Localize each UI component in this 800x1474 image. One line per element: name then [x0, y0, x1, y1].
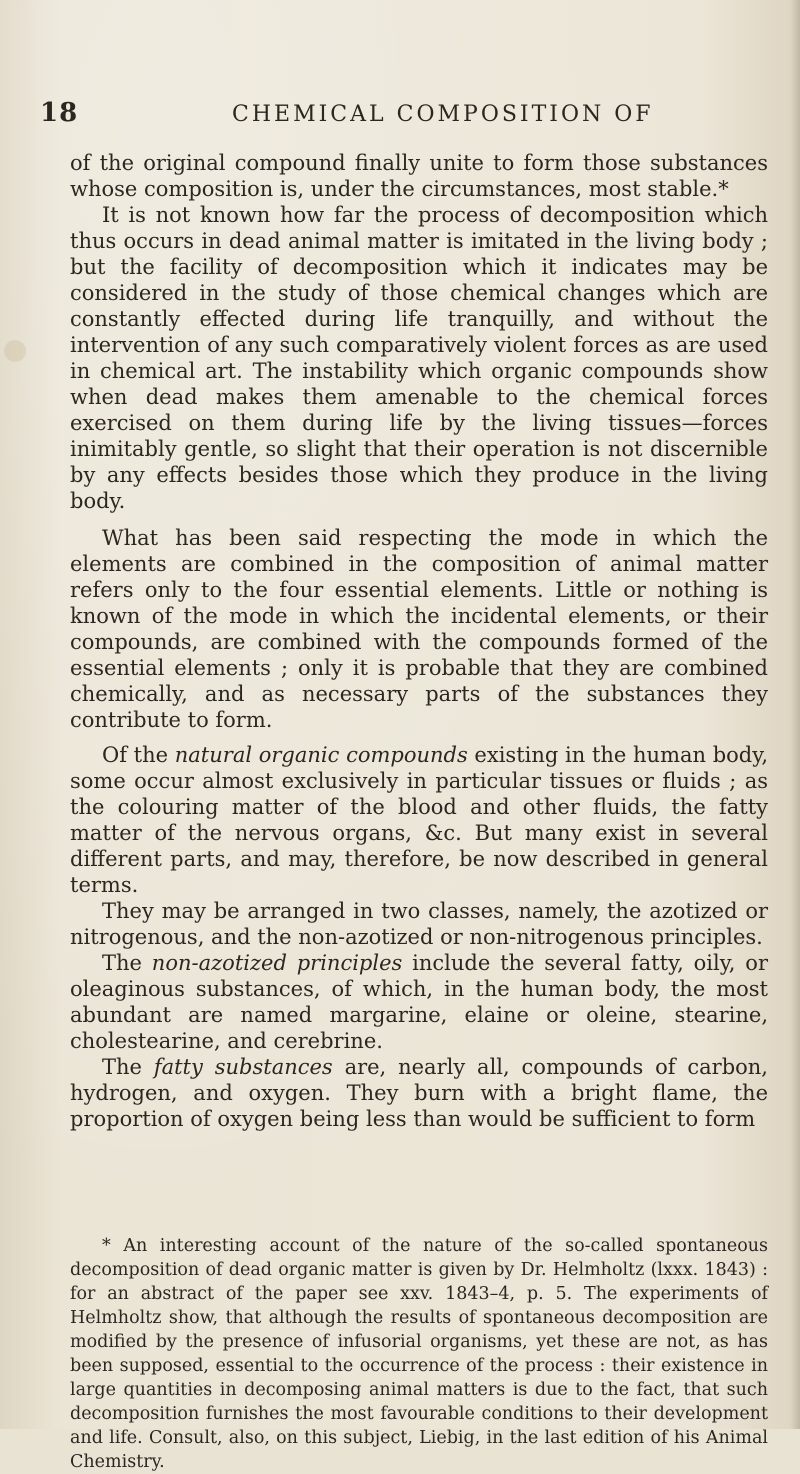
italic-term: fatty substances — [153, 1055, 333, 1079]
main-text-section-2 — [70, 525, 768, 733]
paper-stain — [4, 340, 26, 362]
paragraph-continuation: of the original compound finally unite to form those substances whose composition is, under the circumstances, most stable.* — [70, 151, 768, 201]
page-header — [0, 98, 800, 138]
text-run: Of the — [102, 743, 175, 767]
italic-term: natural organic compounds — [174, 743, 468, 767]
page-number: 18 — [40, 98, 79, 128]
page-edge-shadow — [790, 0, 800, 1429]
paragraph-classes: They may be arranged in two classes, namely, the azotized or nitrogenous, and the non-azotized or non-nitrogenous principles. — [70, 899, 768, 949]
footnote — [70, 1234, 768, 1474]
paragraph-non-azotized — [70, 950, 768, 1054]
main-text — [70, 150, 768, 514]
running-head: CHEMICAL COMPOSITION OF — [232, 102, 654, 127]
paragraph-elements: What has been said respecting the mode in which the elements are combined in the composition of animal matter refers only to the four essential elements. Little or nothing is known of the mode in which the incidental elements, or their compounds, are combined with the compounds formed of the essential elements ; only it is probable that they are combined chemically, and as necessary parts of the substances they contribute to form. — [70, 526, 768, 732]
text-run: are, nearly all, compounds of carbon, hydrogen, and oxygen. They burn with a bright flame, the proportion of oxygen being less than would be sufficient to form — [70, 1055, 768, 1131]
text-run: The — [102, 1055, 154, 1079]
paragraph-decomposition: It is not known how far the process of decomposition which thus occurs in dead animal matter is imitated in the living body ; but the facility of decomposition which it indicates may be considered in the study of those chemical changes which are constantly effected during life tranquilly, and without the intervention of any such comparatively violent forces as are used in chemical art. The instability which organic compounds show when dead makes them amenable to the chemical forces exercised on them during life by the living tissues—forces inimitably gentle, so slight that their operation is not discernible by any effects besides those which they produce in the living body. — [70, 203, 768, 513]
text-run: include the several fatty, oily, or oleaginous substances, of which, in the human body, the most abundant are named margarine, elaine or oleine, stearine, cholestearine, and cerebrine. — [70, 951, 768, 1053]
footnote-text: * An interesting account of the nature of the so-called spontaneous decomposition of dead organic matter is given by Dr. Helmholtz (lxxx. 1843) : for an abstract of the paper see xxv. 1843–4, p. 5. The experiments of Helmholtz show, that although the results of spontaneous decomposition are modified by the presence of infusorial organisms, yet these are not, as has been supposed, essential to the occurrence of the process : their existence in large quantities in decomposing animal matters is due to the fact, that such decomposition furnishes the most favourable conditions to their development and life. Consult, also, on this subject, Liebig, in the last edition of his Animal Chemistry. — [70, 1236, 768, 1472]
text-run: existing in the human body, some occur almost exclusively in particular tissues or fluids ; as the colouring matter of the blood and other fluids, the fatty matter of the nervous organs, &c. But many exist in several different parts, and may, therefore, be now described in general terms. — [70, 743, 768, 897]
italic-term: non-azotized principles — [151, 951, 403, 975]
text-run: The — [102, 951, 152, 975]
paragraph-organic-compounds — [70, 742, 768, 898]
paragraph-fatty-substances — [70, 1054, 768, 1132]
main-text-section-3 — [70, 742, 768, 1132]
